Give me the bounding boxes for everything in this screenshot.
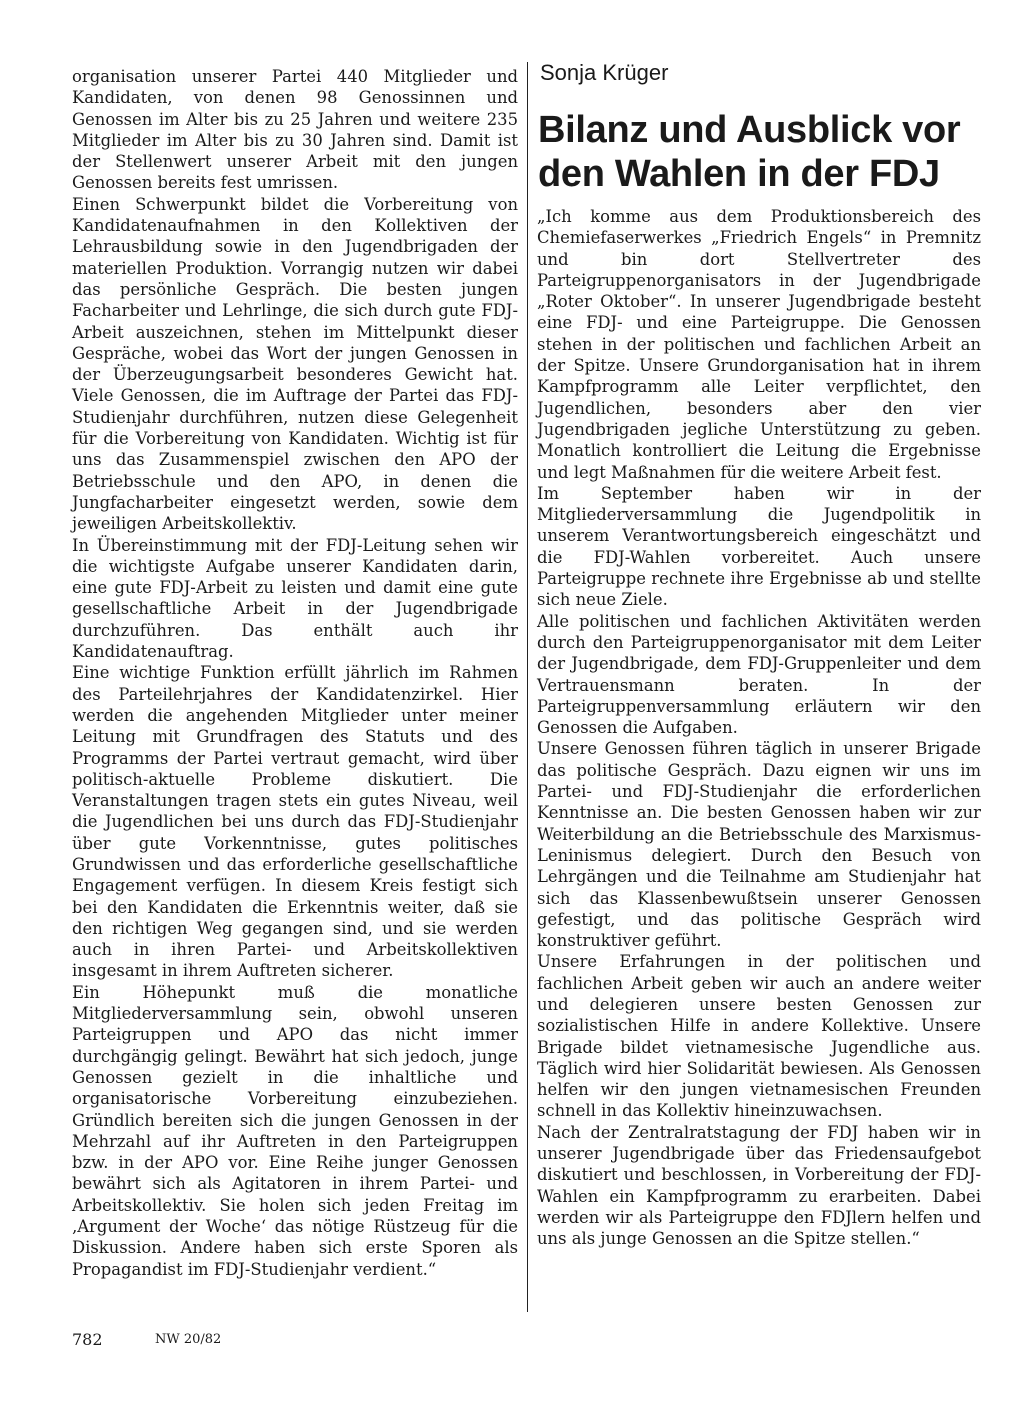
- right-paragraph-3: Alle politischen und fachlichen Aktivitäten werden durch den Parteigruppenorganisator mit dem Leiter der Jugendbrigade, dem FDJ-Gruppenleiter und dem Vertrauensmann beraten. In der Parteigruppenversammlung erläutern wir den Genossen die Aufgaben.: [537, 611, 981, 738]
- article-author: Sonja Krüger: [540, 60, 669, 85]
- page-number: 782: [72, 1330, 103, 1349]
- left-paragraph-5: Ein Höhepunkt muß die monatliche Mitgliederversammlung sein, obwohl unseren Parteigruppen und APO das nicht immer durchgängig gelingt. Bewährt hat sich jedoch, junge Genossen gezielt in die inhaltliche und organisatorische Vorbereitung einzubeziehen. Gründlich bereiten sich die jungen Genossen in der Mehrzahl auf ihr Auftreten in den Parteigruppen bzw. in der APO vor. Eine Reihe junger Genossen bewährt sich als Agitatoren in ihrem Partei- und Arbeitskollektiv. Sie holen sich jeden Freitag im ‚Argument der Woche‘ das nötige Rüstzeug für die Diskussion. Andere haben sich erste Sporen als Propagandist im FDJ-Studienjahr verdient.“: [72, 982, 518, 1279]
- left-paragraph-3: In Übereinstimmung mit der FDJ-Leitung sehen wir die wichtigste Aufgabe unserer Kandidaten darin, eine gute FDJ-Arbeit zu leisten und damit eine gute gesellschaftliche Arbeit in der Jugendbrigade durchzuführen. Das enthält auch ihr Kandidatenauftrag.: [72, 535, 518, 662]
- left-paragraph-2: Einen Schwerpunkt bildet die Vorbereitung von Kandidatenaufnahmen in den Kollektiven der Lehrausbildung sowie in den Jugendbrigaden der materiellen Produktion. Vorrangig nutzen wir dabei das persönliche Gespräch. Die besten jungen Facharbeiter und Lehrlinge, die sich durch gute FDJ-Arbeit auszeichnen, stehen im Mittelpunkt dieser Gespräche, wobei das Wort der jungen Genossen in der Überzeugungsarbeit besonderes Gewicht hat. Viele Genossen, die im Auftrage der Partei das FDJ-Studienjahr durchführen, nutzen diese Gelegenheit für die Vorbereitung von Kandidaten. Wichtig ist für uns das Zusammenspiel zwischen den APO der Betriebsschule und den APO, in denen die Jungfacharbeiter eingesetzt werden, sowie dem jeweiligen Arbeitskollektiv.: [72, 194, 518, 534]
- right-paragraph-2: Im September haben wir in der Mitgliederversammlung die Jugendpolitik in unserem Verantwortungsbereich eingeschätzt und die FDJ-Wahlen vorbereitet. Auch unsere Parteigruppe rechnete ihre Ergebnisse ab und stellte sich neue Ziele.: [537, 483, 981, 610]
- left-paragraph-4: Eine wichtige Funktion erfüllt jährlich im Rahmen des Parteilehrjahres der Kandidatenzirkel. Hier werden die angehenden Mitglieder unter meiner Leitung mit Grundfragen des Statuts und des Programms der Partei vertraut gemacht, wird über politisch-aktuelle Probleme diskutiert. Die Veranstaltungen tragen stets ein gutes Niveau, weil die Jugendlichen bei uns durch das FDJ-Studienjahr über gute Vorkenntnisse, gutes politisches Grundwissen und das erforderliche gesellschaftliche Engagement verfügen. In diesem Kreis festigt sich bei den Kandidaten die Erkenntnis weiter, daß sie den richtigen Weg gegangen sind, und sie werden auch in ihren Partei- und Arbeitskollektiven insgesamt in ihrem Auftreten sicherer.: [72, 663, 518, 981]
- right-paragraph-1: „Ich komme aus dem Produktionsbereich des Chemiefaserwerkes „Friedrich Engels“ in Premnitz und bin dort Stellvertreter des Parteigruppenorganisators in der Jugendbrigade „Roter Oktober“. In unserer Jugendbrigade besteht eine FDJ- und eine Parteigruppe. Die Genossen stehen in der politischen und fachlichen Arbeit an der Spitze. Unsere Grundorganisation hat in ihrem Kampfprogramm alle Leiter verpflichtet, den Jugendlichen, besonders aber den vier Jugendbrigaden jegliche Unterstützung zu geben. Monatlich kontrolliert die Leitung die Ergebnisse und legt Maßnahmen für die weitere Arbeit fest.: [537, 207, 981, 482]
- left-column: [72, 66, 518, 1280]
- left-paragraph-1: organisation unserer Partei 440 Mitglieder und Kandidaten, von denen 98 Genossinnen und Genossen im Alter bis zu 25 Jahren und weitere 235 Mitglieder im Alter bis zu 30 Jahren sind. Damit ist der Stellenwert unserer Arbeit mit den jungen Genossen bereits fest umrissen.: [72, 67, 518, 193]
- right-paragraph-6: Nach der Zentralratstagung der FDJ haben wir in unserer Jugendbrigade über das Friedensaufgebot diskutiert und beschlossen, in Vorbereitung der FDJ-Wahlen ein Kampfprogramm zu erarbeiten. Dabei werden wir als Parteigruppe den FDJlern helfen und uns als junge Genossen an die Spitze stellen.“: [537, 1122, 981, 1249]
- column-divider: [527, 62, 528, 1312]
- right-paragraph-4: Unsere Genossen führen täglich in unserer Brigade das politische Gespräch. Dazu eignen wir uns im Partei- und FDJ-Studienjahr die erforderlichen Kenntnisse an. Die besten Genossen haben wir zur Weiterbildung an die Betriebsschule des Marxismus-Leninismus delegiert. Durch den Besuch von Lehrgängen und die Teilnahme am Studienjahr hat sich das Klassenbewußtsein unserer Genossen gefestigt, und das politische Gespräch wird konstruktiver geführt.: [537, 739, 981, 951]
- right-paragraph-5: Unsere Erfahrungen in der politischen und fachlichen Arbeit geben wir auch an andere weiter und delegieren unsere besten Genossen zur sozialistischen Hilfe in andere Kollektive. Unsere Brigade bildet vietnamesische Jugendliche aus. Täglich wird hier Solidarität bewiesen. Als Genossen helfen wir den jungen vietnamesischen Freunden schnell in das Kollektiv hineinzuwachsen.: [537, 952, 981, 1121]
- issue-label: NW 20/82: [155, 1332, 222, 1347]
- article-title: Bilanz und Ausblick vor den Wahlen in der FDJ: [538, 109, 961, 195]
- right-column: [537, 206, 981, 1250]
